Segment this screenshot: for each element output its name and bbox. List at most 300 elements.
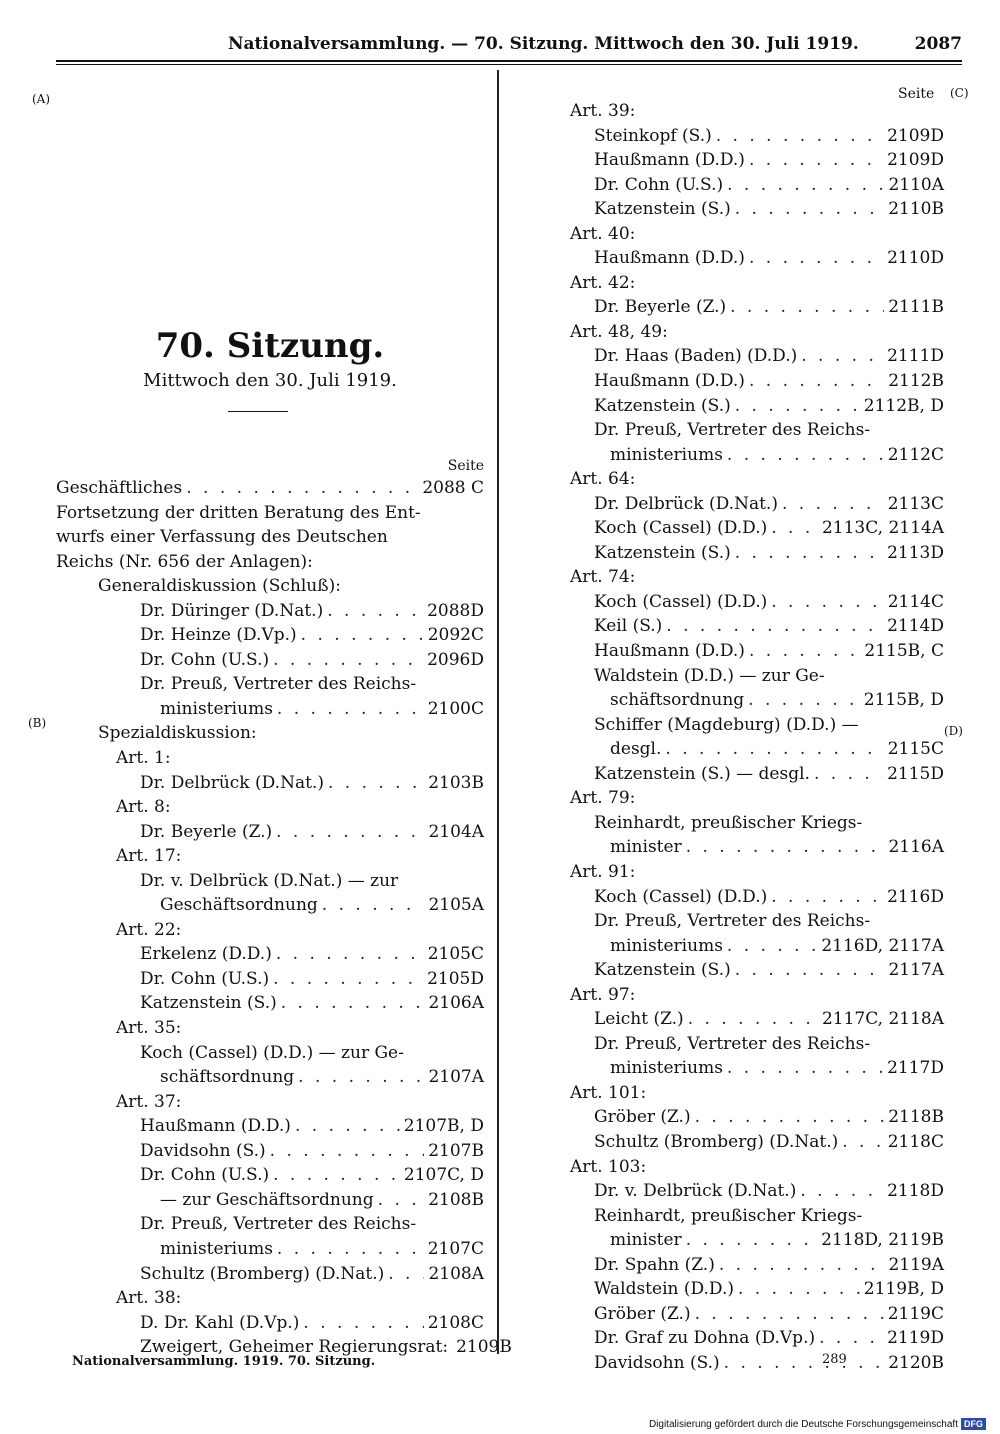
toc-entry-page: 2105A [428,895,484,916]
toc-entry-text: Dr. Preuß, Vertreter des Reichs- [594,420,871,441]
toc-entry [570,1179,944,1204]
toc-entry [570,1130,944,1155]
toc-entry-text: Geschäftsordnung [160,895,318,916]
toc-entry [56,648,484,673]
leader-dots [800,1179,883,1204]
seite-label-left: Seite [447,458,484,474]
toc-entry-text: Koch (Cassel) (D.D.) [594,518,768,539]
toc-entry-text: schäftsordnung [160,1067,295,1088]
toc-entry-text: Schultz (Bromberg) (D.Nat.) [140,1263,385,1284]
toc-entry-page: 2114C [887,591,944,612]
toc-entry-text: Spezialdiskussion: [98,723,257,744]
toc-entry [570,835,944,860]
toc-entry-page: 2111B [888,297,944,318]
toc-entry-text: Art. 101: [570,1082,647,1103]
toc-entry [570,320,944,345]
toc-entry [570,1056,944,1081]
title-rule [228,411,288,412]
leader-dots [388,1262,424,1287]
toc-entry-page: 2115C [887,739,944,760]
leader-dots [276,942,424,967]
leader-dots [281,991,425,1016]
toc-entry-page: 2116D [887,886,944,907]
toc-entry-page: 2108C [427,1312,484,1333]
leader-dots [273,967,423,992]
leader-dots [771,885,883,910]
toc-entry-text: Dr. Preuß, Vertreter des Reichs- [594,911,871,932]
toc-entry-page: 2103B [428,772,484,793]
toc-entry [570,1253,944,1278]
toc-entry [570,418,944,443]
toc-entry [570,762,944,787]
toc-entry [570,1204,944,1229]
toc-entry-page: 2115B, D [863,690,944,711]
toc-entry-page: 2109D [887,150,944,171]
toc-entry-text: Fortsetzung der dritten Beratung des Ent- [56,502,421,523]
toc-entry-text: Art. 42: [570,272,636,293]
leader-dots [666,614,883,639]
footer-signature: Nationalversammlung. 1919. 70. Sitzung. [72,1354,376,1369]
toc-entry [56,918,484,943]
toc-entry-text: Haußmann (D.D.) [594,248,745,269]
toc-entry-text: Gröber (Z.) [594,1107,691,1128]
toc-entry [570,295,944,320]
toc-entry-text: minister [610,837,682,858]
leader-dots [695,1105,885,1130]
running-header [40,34,962,56]
toc-entry-page: 2118D [887,1181,944,1202]
toc-entry-text: Dr. v. Delbrück (D.Nat.) [594,1181,797,1202]
toc-entry [56,1065,484,1090]
toc-entry-text: Gröber (Z.) [594,1303,691,1324]
leader-dots [327,599,423,624]
toc-entry [570,1032,944,1057]
digitization-credit [649,1418,986,1430]
toc-entry-text: Waldstein (D.D.) [594,1279,734,1300]
toc-entry [570,590,944,615]
toc-entry [570,492,944,517]
toc-entry-page: 2112B, D [863,395,944,416]
leader-dots [782,492,884,517]
toc-entry [570,148,944,173]
toc-entry-text: Geschäftliches [56,478,183,498]
toc-entry-text: Dr. Heinze (D.Vp.) [140,625,297,646]
toc-entry-text: Davidsohn (S.) [594,1352,720,1373]
toc-entry [56,599,484,624]
toc-entry-page: 2119A [888,1254,944,1275]
toc-entry-text: Leicht (Z.) [594,1009,684,1030]
right-column [570,99,944,1375]
toc-entry-page: 2107C, D [403,1165,484,1186]
toc-entry [56,1041,484,1066]
toc-entry [56,721,484,746]
toc-entry-text: Haußmann (D.D.) [594,150,745,171]
toc-entry-text: Dr. Delbrück (D.Nat.) [594,493,778,514]
toc-entry [570,467,944,492]
toc-entry-page: 2106A [428,993,484,1014]
toc-entry-text: Art. 39: [570,101,636,121]
toc-entry [570,1105,944,1130]
toc-entry [56,1139,484,1164]
toc-entry-text: Art. 103: [570,1156,647,1177]
leader-dots [727,173,884,198]
toc-entry [570,1326,944,1351]
toc-entry [570,197,944,222]
toc-entry-page: 2118B [888,1107,944,1128]
header-page-number: 2087 [914,34,962,54]
leader-dots [277,1237,424,1262]
toc-entry [56,550,484,575]
leader-dots [298,1065,424,1090]
leader-dots [730,295,884,320]
toc-entry [570,1155,944,1180]
toc-entry-text: minister [610,1230,682,1251]
toc-entry [570,541,944,566]
toc-entry-page: 2119B, D [863,1279,944,1300]
toc-entry [570,369,944,394]
toc-entry [570,1081,944,1106]
toc-entry [570,811,944,836]
toc-entry-page: 2116A [888,837,944,858]
toc-entry [570,1351,944,1376]
toc-entry [570,860,944,885]
toc-entry-text: Dr. Spahn (Z.) [594,1254,715,1275]
toc-entry-page: 2096D [427,649,484,670]
toc-entry [570,99,944,124]
leader-dots [749,148,883,173]
toc-entry-text: Koch (Cassel) (D.D.) — zur Ge- [140,1042,404,1063]
toc-entry-page: 2110B [888,199,944,220]
toc-entry-text: Art. 22: [116,919,182,940]
leader-dots [716,124,883,149]
toc-entry [570,737,944,762]
left-toc-list [56,476,512,1360]
column-divider [497,70,499,1354]
dfg-logo: DFG [961,1418,986,1430]
toc-entry-text: Art. 64: [570,469,636,490]
toc-entry [570,516,944,541]
toc-entry-page: 2113D [887,542,944,563]
toc-entry-text: Art. 79: [570,788,636,809]
leader-dots [735,541,883,566]
toc-entry-page: 2107B [428,1140,484,1161]
leader-dots [749,369,884,394]
leader-dots [273,648,423,673]
toc-entry-page: 2117D [887,1058,944,1079]
toc-entry-page: 2088D [427,600,484,621]
toc-entry [56,991,484,1016]
toc-entry-text: Art. 74: [570,567,636,588]
toc-entry [56,476,484,501]
toc-entry [570,885,944,910]
toc-entry-page: 2107C [427,1238,484,1259]
toc-entry-text: Davidsohn (S.) [140,1140,266,1161]
right-toc-list [570,99,944,1375]
session-title: 70. Sitzung. [155,326,385,366]
toc-entry-text: Art. 91: [570,861,636,882]
toc-entry [570,394,944,419]
toc-entry-text: Steinkopf (S.) [594,125,712,146]
leader-dots [748,688,860,713]
toc-entry-page: 2110D [887,248,944,269]
leader-dots [771,590,883,615]
toc-entry-page: 2088 C [422,478,484,498]
toc-entry-page: 2118C [887,1131,944,1152]
leader-dots [665,737,883,762]
leader-dots [749,246,883,271]
toc-entry [56,795,484,820]
toc-entry [570,786,944,811]
leader-dots [749,639,860,664]
margin-marker-b: (B) [28,716,47,730]
toc-entry-page: 2119D [887,1328,944,1349]
toc-entry-text: Reinhardt, preußischer Kriegs- [594,1205,863,1226]
seite-label-right: Seite [898,86,935,102]
toc-entry-page: 2108A [428,1263,484,1284]
toc-entry-text: ministeriums [160,698,273,719]
toc-entry-text: ministeriums [610,1058,723,1079]
toc-entry-text: Dr. Preuß, Vertreter des Reichs- [140,1214,417,1235]
header-rule [56,60,962,62]
toc-entry-page: 2115D [887,763,944,784]
toc-entry [56,820,484,845]
toc-entry-page: 2111D [887,346,944,367]
toc-entry-text: ministeriums [610,935,723,956]
margin-marker-c: (C) [950,86,969,100]
toc-entry-page: 2105C [427,944,484,965]
toc-entry-text: Dr. v. Delbrück (D.Nat.) — zur [140,870,399,891]
toc-entry-text: Generaldiskussion (Schluß): [98,576,341,597]
toc-entry-page: 2100C [427,698,484,719]
toc-entry-text: ministeriums [160,1238,273,1259]
toc-entry-text: Dr. Haas (Baden) (D.D.) [594,346,798,367]
leader-dots [295,1114,400,1139]
leader-dots [814,762,883,787]
leader-dots [727,1056,883,1081]
toc-entry-page: 2109B [456,1337,512,1358]
toc-entry-text: ministeriums [610,444,723,465]
toc-entry [570,271,944,296]
toc-entry [56,1090,484,1115]
toc-entry-text: Dr. Düringer (D.Nat.) [140,600,324,621]
toc-entry [56,525,484,550]
toc-entry [570,958,944,983]
toc-entry-text: Katzenstein (S.) — desgl. [594,763,810,784]
toc-entry [56,1163,484,1188]
toc-entry-text: Schiffer (Magdeburg) (D.D.) — [594,714,859,735]
toc-entry [56,1212,484,1237]
toc-entry-page: 2119C [887,1303,944,1324]
toc-entry [56,844,484,869]
toc-entry [56,672,484,697]
toc-entry-page: 2092C [427,625,484,646]
leader-dots [186,476,418,501]
toc-entry-text: Waldstein (D.D.) — zur Ge- [594,665,825,686]
toc-entry-page: 2113C, 2114A [821,518,944,539]
toc-entry [56,1311,484,1336]
leader-dots [771,516,818,541]
toc-entry-page: 2107B, D [403,1116,484,1137]
leader-dots [819,1326,883,1351]
toc-entry-text: Dr. Preuß, Vertreter des Reichs- [594,1033,871,1054]
toc-entry-text: Dr. Preuß, Vertreter des Reichs- [140,674,417,695]
toc-entry-text: Keil (S.) [594,616,663,637]
toc-entry [56,942,484,967]
toc-entry [56,746,484,771]
toc-entry [56,1016,484,1041]
toc-entry-text: Katzenstein (S.) [594,199,731,220]
toc-entry-text: Art. 40: [570,223,636,244]
leader-dots [695,1302,884,1327]
toc-entry [570,173,944,198]
leader-dots [735,197,884,222]
toc-entry [570,983,944,1008]
toc-entry-text: Reinhardt, preußischer Kriegs- [594,812,863,833]
toc-entry-text: Koch (Cassel) (D.D.) [594,886,768,907]
toc-entry [570,124,944,149]
toc-entry [56,697,484,722]
toc-entry [570,909,944,934]
toc-entry-text: Katzenstein (S.) [594,960,731,981]
toc-entry-text: Dr. Cohn (U.S.) [140,649,270,670]
toc-entry [56,501,484,526]
toc-entry [570,934,944,959]
leader-dots [303,1311,423,1336]
toc-entry [570,344,944,369]
credit-text: Digitalisierung gefördert durch die Deutsche Forschungsgemeinschaft [648,1418,958,1430]
toc-entry-text: Katzenstein (S.) [140,993,277,1014]
toc-entry-text: Dr. Beyerle (Z.) [140,821,273,842]
toc-entry-text: desgl. [610,739,662,760]
leader-dots [735,958,885,983]
toc-entry-text: Dr. Cohn (U.S.) [140,968,270,989]
toc-entry-text: Haußmann (D.D.) [594,641,745,662]
toc-entry [570,1277,944,1302]
leader-dots [801,344,883,369]
toc-entry [570,688,944,713]
toc-entry [56,1262,484,1287]
margin-marker-d: (D) [944,724,963,738]
leader-dots [276,820,424,845]
session-date: Mittwoch den 30. Juli 1919. [143,370,397,391]
toc-entry [56,771,484,796]
toc-entry-text: Katzenstein (S.) [594,542,731,563]
toc-entry [570,565,944,590]
toc-entry-text: Art. 38: [116,1288,182,1309]
toc-entry-page: 2117C, 2118A [821,1009,944,1030]
leader-dots [277,697,424,722]
toc-entry-text: Dr. Graf zu Dohna (D.Vp.) [594,1328,816,1349]
leader-dots [719,1253,885,1278]
toc-entry-text: Reichs (Nr. 656 der Anlagen): [56,551,313,572]
margin-marker-a: (A) [32,92,51,106]
toc-entry-text: — zur Geschäftsordnung [160,1189,374,1210]
toc-entry [56,967,484,992]
toc-entry [56,869,484,894]
toc-entry-text: Art. 8: [116,797,171,818]
toc-entry-text: Art. 48, 49: [570,321,668,342]
leader-dots [727,443,884,468]
leader-dots [686,835,885,860]
toc-entry-text: Zweigert, Geheimer Regierungsrat: [140,1337,449,1358]
toc-entry-text: D. Dr. Kahl (D.Vp.) [140,1312,300,1333]
toc-entry-page: 2110A [888,174,944,195]
leader-dots [686,1228,817,1253]
toc-entry-text: Dr. Cohn (U.S.) [140,1165,270,1186]
toc-entry-page: 2114D [887,616,944,637]
toc-entry [570,1007,944,1032]
toc-entry-text: Erkelenz (D.D.) [140,944,272,965]
toc-entry-page: 2112C [887,444,944,465]
leader-dots [688,1007,818,1032]
leader-dots [378,1188,425,1213]
toc-entry [56,574,484,599]
toc-entry-text: Art. 37: [116,1091,182,1112]
leader-dots [735,394,860,419]
toc-entry [56,1114,484,1139]
toc-entry-page: 2118D, 2119B [821,1230,944,1251]
toc-entry-text: Art. 17: [116,846,182,867]
toc-entry-text: Haußmann (D.D.) [140,1116,291,1137]
leader-dots [738,1277,860,1302]
toc-entry-page: 2109D [887,125,944,146]
toc-entry [570,443,944,468]
toc-entry [56,1237,484,1262]
toc-entry-page: 2117A [888,960,944,981]
toc-entry-text: wurfs einer Verfassung des Deutschen [56,527,388,548]
toc-entry [570,1302,944,1327]
toc-entry [570,222,944,247]
toc-entry [570,713,944,738]
toc-entry-text: schäftsordnung [610,690,745,711]
header-title: Nationalversammlung. — 70. Sitzung. Mittwoch den 30. Juli 1919. [228,34,859,54]
toc-entry-text: Art. 35: [116,1018,182,1039]
toc-entry [56,623,484,648]
left-column [56,458,512,1360]
toc-entry-page: 2104A [428,821,484,842]
toc-entry-page: 2112B [888,371,944,392]
toc-entry-page: 2116D, 2117A [821,935,944,956]
toc-entry-page: 2105D [427,968,484,989]
toc-entry-text: Dr. Beyerle (Z.) [594,297,727,318]
leader-dots [727,934,817,959]
toc-entry [56,1286,484,1311]
toc-entry [570,639,944,664]
toc-entry-text: Koch (Cassel) (D.D.) [594,591,768,612]
leader-dots [842,1130,883,1155]
toc-entry [56,893,484,918]
toc-entry [570,664,944,689]
toc-entry-text: Art. 97: [570,984,636,1005]
leader-dots [724,1351,885,1376]
leader-dots [322,893,425,918]
leader-dots [328,771,424,796]
toc-entry-page: 2107A [428,1067,484,1088]
toc-entry-page: 2115B, C [864,641,944,662]
toc-entry [570,614,944,639]
toc-entry [570,246,944,271]
toc-entry-text: Dr. Cohn (U.S.) [594,174,724,195]
leader-dots [301,623,424,648]
toc-entry-text: Dr. Delbrück (D.Nat.) [140,772,324,793]
toc-entry-text: Haußmann (D.D.) [594,371,745,392]
leader-dots [273,1163,400,1188]
header-rule-thin [56,64,962,65]
toc-entry-page: 2108B [428,1189,484,1210]
toc-entry-text: Schultz (Bromberg) (D.Nat.) [594,1131,839,1152]
toc-entry-page: 2120B [888,1352,944,1373]
footer-number: 289 [822,1352,847,1367]
